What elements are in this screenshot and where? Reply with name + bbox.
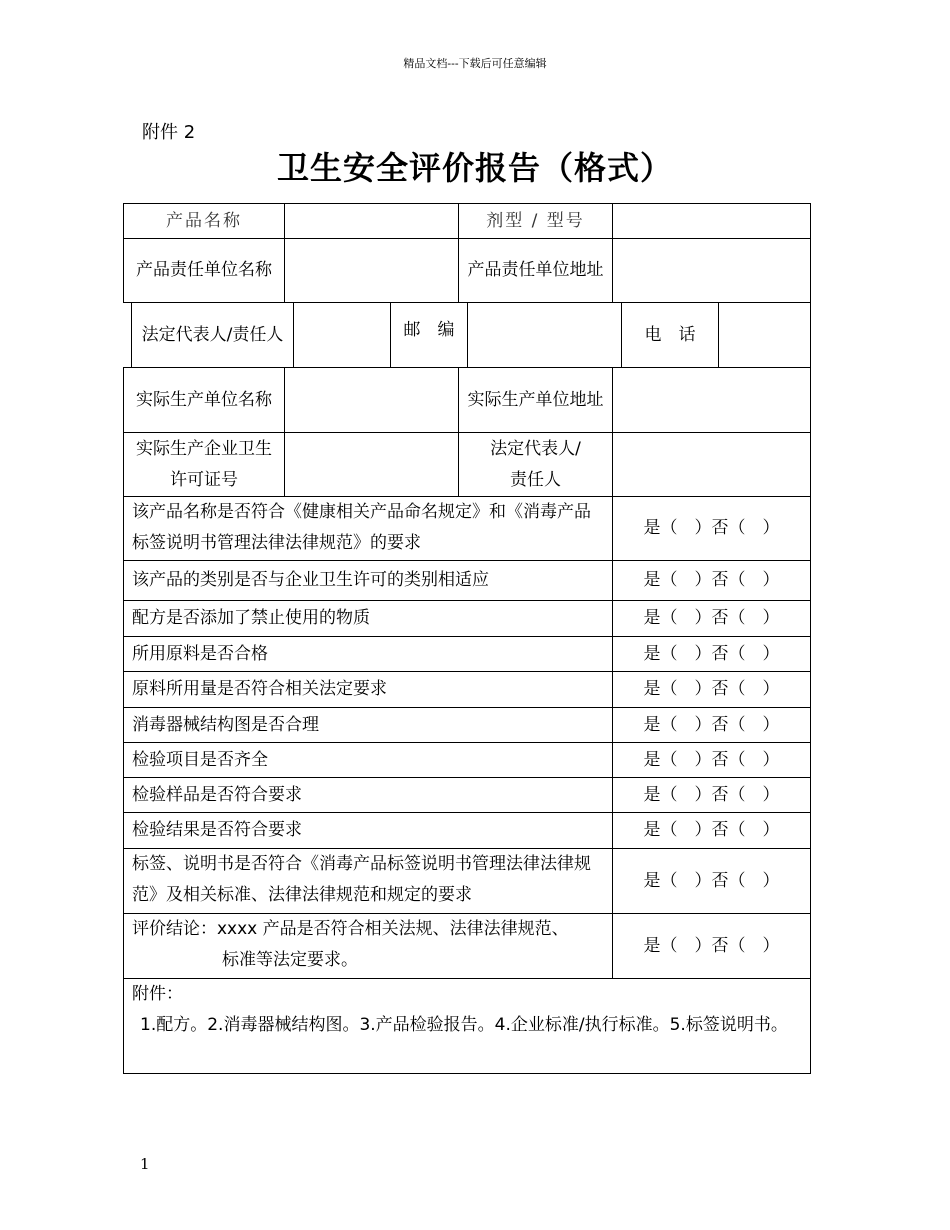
field-actual-unit-addr[interactable] bbox=[612, 367, 811, 433]
attachments-cell bbox=[123, 978, 811, 1074]
field-license-no[interactable] bbox=[284, 432, 459, 497]
field-legal-rep[interactable] bbox=[293, 302, 391, 368]
question-naming: 该产品名称是否符合《健康相关产品命名规定》和《消毒产品标签说明书管理法律法律规范》的要求 bbox=[123, 496, 613, 561]
field-legal-rep-2[interactable] bbox=[612, 432, 811, 497]
question-category: 该产品的类别是否与企业卫生许可的类别相适应 bbox=[123, 560, 613, 601]
question-test-samples: 检验样品是否符合要求 bbox=[123, 777, 613, 813]
answer-test-samples[interactable]: 是（ ）否（ ） bbox=[612, 777, 811, 813]
field-actual-unit-name[interactable] bbox=[284, 367, 459, 433]
answer-category[interactable]: 是（ ）否（ ） bbox=[612, 560, 811, 601]
question-label: 标签、说明书是否符合《消毒产品标签说明书管理法律法律规范》及相关标准、法律法律规范和规定的要求 bbox=[123, 848, 613, 914]
field-postcode[interactable] bbox=[467, 302, 622, 368]
label-resp-unit-addr: 产品责任单位地址 bbox=[458, 238, 613, 303]
attachment-label: 附件 2 bbox=[142, 122, 196, 143]
field-phone[interactable] bbox=[718, 302, 811, 368]
answer-conclusion[interactable]: 是（ ）否（ ） bbox=[612, 913, 811, 979]
attachments-label: 附件： bbox=[132, 984, 183, 1004]
label-legal-rep: 法定代表人/责任人 bbox=[131, 302, 294, 368]
label-actual-unit-name: 实际生产单位名称 bbox=[123, 367, 285, 433]
attachments-list: 1.配方。2.消毒器械结构图。3.产品检验报告。4.企业标准/执行标准。5.标签说明书。 bbox=[140, 1015, 788, 1035]
answer-naming[interactable]: 是（ ）否（ ） bbox=[612, 496, 811, 561]
question-test-results: 检验结果是否符合要求 bbox=[123, 812, 613, 849]
label-phone: 电 话 bbox=[621, 302, 719, 368]
label-resp-unit-name: 产品责任单位名称 bbox=[123, 238, 285, 303]
answer-structure[interactable]: 是（ ）否（ ） bbox=[612, 707, 811, 743]
label-product-name: 产品名称 bbox=[123, 203, 285, 239]
label-legal-rep-2: 法定代表人/责任人 bbox=[458, 432, 613, 497]
label-license-no: 实际生产企业卫生许可证号 bbox=[123, 432, 285, 497]
header-note: 精品文档---下载后可任意编辑 bbox=[403, 57, 547, 70]
question-structure: 消毒器械结构图是否合理 bbox=[123, 707, 613, 743]
answer-test-results[interactable]: 是（ ）否（ ） bbox=[612, 812, 811, 849]
label-actual-unit-addr: 实际生产单位地址 bbox=[458, 367, 613, 433]
conclusion-cell bbox=[123, 913, 613, 979]
question-raw-material: 所用原料是否合格 bbox=[123, 636, 613, 672]
field-product-name[interactable] bbox=[284, 203, 459, 239]
answer-test-items[interactable]: 是（ ）否（ ） bbox=[612, 742, 811, 778]
document-title: 卫生安全评价报告（格式） bbox=[276, 149, 673, 187]
answer-raw-material[interactable]: 是（ ）否（ ） bbox=[612, 636, 811, 672]
label-dosage-type: 剂型 / 型号 bbox=[458, 203, 613, 239]
conclusion-line-2: 标准等法定要求。 bbox=[222, 950, 358, 970]
answer-formula[interactable]: 是（ ）否（ ） bbox=[612, 600, 811, 637]
field-dosage-type[interactable] bbox=[612, 203, 811, 239]
question-formula: 配方是否添加了禁止使用的物质 bbox=[123, 600, 613, 637]
answer-label[interactable]: 是（ ）否（ ） bbox=[612, 848, 811, 914]
label-postcode: 邮 编 bbox=[390, 302, 468, 368]
page-number: 1 bbox=[140, 1155, 150, 1173]
field-resp-unit-name[interactable] bbox=[284, 238, 459, 303]
field-resp-unit-addr[interactable] bbox=[612, 238, 811, 303]
answer-dosage[interactable]: 是（ ）否（ ） bbox=[612, 671, 811, 708]
conclusion-line-1: 评价结论：xxxx 产品是否符合相关法规、法律法律规范、 bbox=[132, 919, 569, 939]
question-dosage: 原料所用量是否符合相关法定要求 bbox=[123, 671, 613, 708]
question-test-items: 检验项目是否齐全 bbox=[123, 742, 613, 778]
